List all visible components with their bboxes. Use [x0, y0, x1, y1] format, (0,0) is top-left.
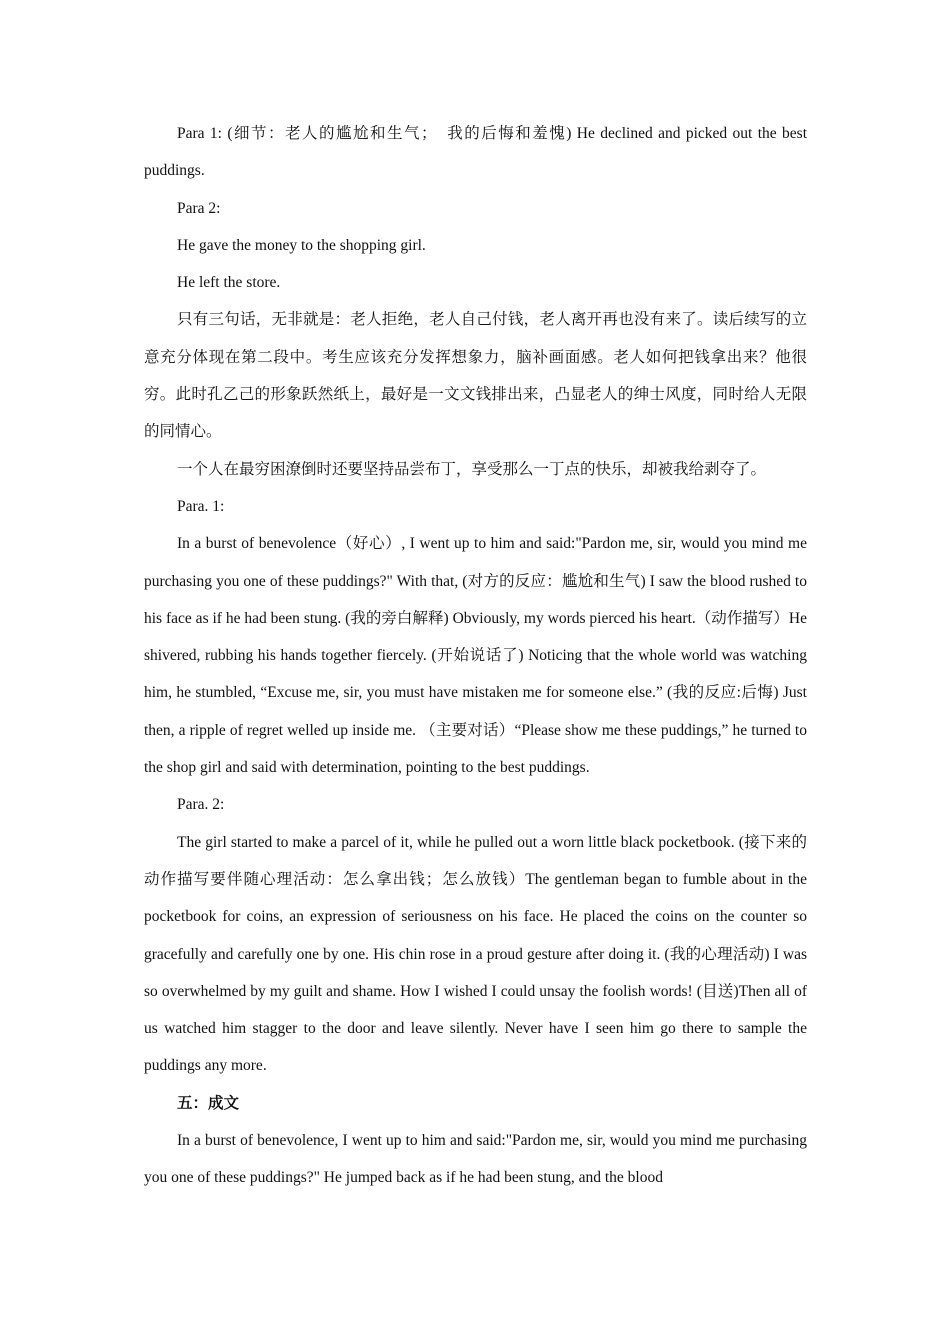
sample-paragraph-2: The girl started to make a parcel of it, while he pulled out a worn little black pocketbook. (接下来的动作描写要伴随心理活动：怎么拿出钱；怎么放钱）The gentleman began to fumble about in the pocketbook for coins, an expression of seriousness on his face. He placed the coins on the counter so gracefully and carefully one by one. His chin rose in a proud gesture after doing it. (我的心理活动) I was so overwhelmed by my guilt and shame. How I wished I could unsay the foolish words! (目送)Then all of us watched him stagger to the door and leave silently. Never have I seen him go there to sample the puddings any more.: [144, 833, 807, 1075]
para-1-heading: Para. 1:: [177, 497, 225, 515]
outline-line: He gave the money to the shopping girl.: [177, 236, 426, 254]
sample-paragraph-1: In a burst of benevolence（好心）, I went up to him and said:"Pardon me, sir, would you mind me purchasing you one of these puddings?" With that, (对方的反应：尴尬和生气) I saw the blood rushed to his face as if he had been stung. (我的旁白解释) Obviously, my words pierced his heart.（动作描写）He shivered, rubbing his hands together fiercely. (开始说话了) Noticing that the whole world was watching him, he stumbled, “Excuse me, sir, you must have mistaken me for someone else.” (我的反应:后悔) Just then, a ripple of regret welled up inside me. （主要对话）“Please show me these puddings,” he turned to the shop girl and said with determination, pointing to the best puddings.: [144, 535, 807, 777]
para-2-heading: Para. 2:: [177, 796, 225, 814]
commentary-paragraph: 一个人在最穷困潦倒时还要坚持品尝布丁，享受那么一丁点的快乐，却被我给剥夺了。: [177, 460, 767, 478]
para-2-label: Para 2:: [177, 199, 221, 217]
final-essay-paragraph: In a burst of benevolence, I went up to him and said:"Pardon me, sir, would you mind me purchasing you one of these puddings?" He jumped back as if he had been stung, and the blood: [144, 1132, 807, 1187]
commentary-paragraph: 只有三句话，无非就是：老人拒绝，老人自己付钱，老人离开再也没有来了。读后续写的立意充分体现在第二段中。考生应该充分发挥想象力，脑补画面感。老人如何把钱拿出来？他很穷。此时孔乙己的形象跃然纸上，最好是一文文钱排出来，凸显老人的绅士风度，同时给人无限的同情心。: [144, 311, 807, 441]
document-body: [144, 115, 807, 1197]
section-heading: 五：成文: [177, 1094, 240, 1112]
outline-line: He left the store.: [177, 274, 281, 292]
para-1-outline: Para 1: (细节：老人的尴尬和生气； 我的后悔和羞愧) He declined and picked out the best puddings.: [144, 125, 807, 180]
